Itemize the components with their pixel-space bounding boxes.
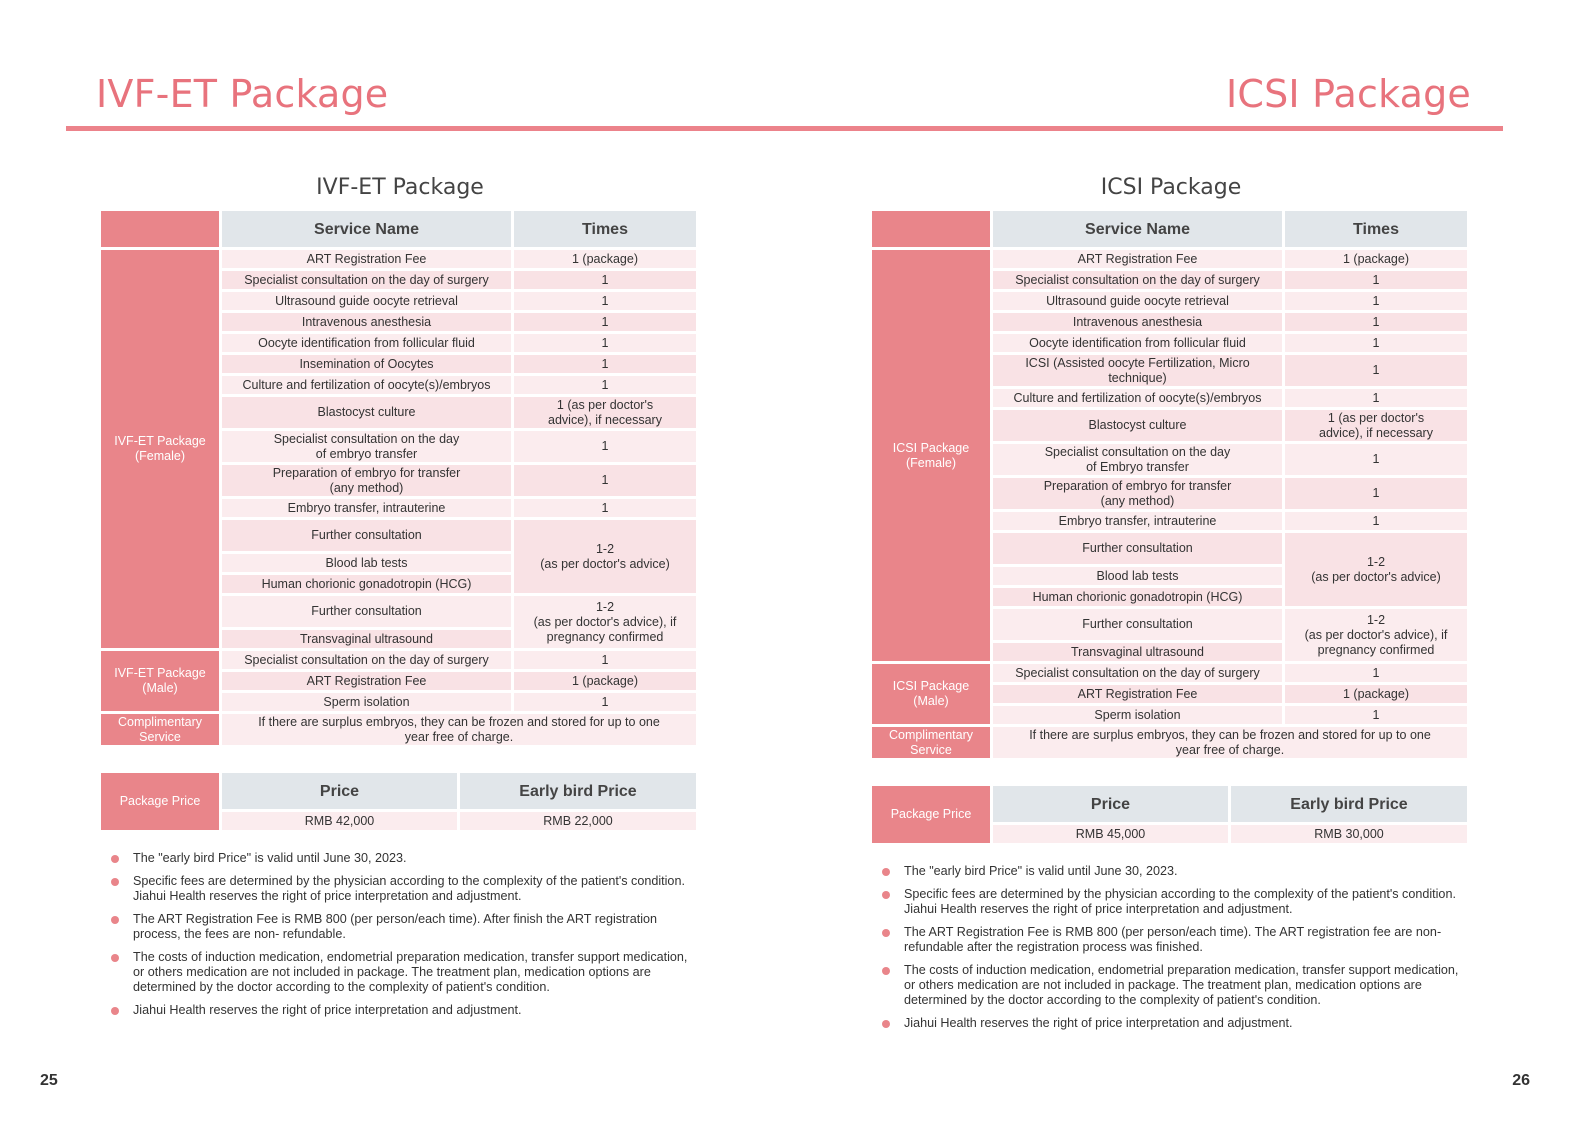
service-name-cell: Specialist consultation on the day of surgery	[222, 651, 511, 669]
service-name-cell: Specialist consultation on the day of embryo transfer	[222, 431, 511, 462]
service-name-cell: Embryo transfer, intrauterine	[222, 499, 511, 517]
page-number-right: 26	[1512, 1072, 1530, 1089]
times-cell: 1	[1285, 478, 1467, 509]
service-name-cell: Sperm isolation	[993, 706, 1282, 724]
header-divider	[66, 126, 1503, 131]
times-cell: 1	[514, 355, 696, 373]
times-cell: 1	[1285, 271, 1467, 289]
service-name-cell: Ultrasound guide oocyte retrieval	[993, 292, 1282, 310]
times-cell: 1 (as per doctor's advice), if necessary	[514, 397, 696, 428]
times-cell: 1 (package)	[1285, 250, 1467, 268]
times-cell: 1	[1285, 355, 1467, 386]
service-name-cell: Preparation of embryo for transfer (any method)	[993, 478, 1282, 509]
table-row	[872, 727, 1467, 758]
note-item	[882, 864, 1462, 879]
page-number-left: 25	[40, 1072, 58, 1089]
times-header: Times	[1285, 211, 1467, 247]
times-cell: 1	[514, 499, 696, 517]
page-header-right-title: ICSI Package	[1225, 72, 1471, 116]
service-name-cell: Further consultation	[222, 596, 511, 627]
category-header-spacer	[872, 211, 990, 247]
price-table	[869, 783, 1470, 846]
bullet-icon	[882, 891, 890, 899]
times-cell: 1	[1285, 313, 1467, 331]
times-cell: 1-2 (as per doctor's advice), if pregnancy confirmed	[514, 596, 696, 648]
note-text: The costs of induction medication, endometrial preparation medication, transfer support medication, or others medication are not included in package. The treatment plan, medication options are determined by the doctor according to the complexity of patient's condition.	[904, 963, 1459, 1007]
note-item	[111, 950, 691, 995]
service-name-cell: Oocyte identification from follicular fluid	[993, 334, 1282, 352]
table-row	[101, 250, 696, 268]
times-cell: 1	[514, 693, 696, 711]
category-header-spacer	[101, 211, 219, 247]
note-text: The ART Registration Fee is RMB 800 (per person/each time). The ART registration fee are non-refundable after the registration process was finished.	[904, 925, 1442, 954]
early-bird-price-header: Early bird Price	[460, 773, 696, 809]
service-name-cell: Transvaginal ultrasound	[222, 630, 511, 648]
notes-list	[111, 851, 691, 1018]
note-item	[111, 874, 691, 904]
service-name-cell: Human chorionic gonadotropin (HCG)	[993, 588, 1282, 606]
note-text: Jiahui Health reserves the right of price interpretation and adjustment.	[904, 1016, 1293, 1030]
times-cell: 1	[1285, 706, 1467, 724]
times-cell: 1	[514, 376, 696, 394]
times-cell: 1	[1285, 334, 1467, 352]
price-header: Price	[993, 786, 1228, 822]
service-name-cell: Further consultation	[993, 609, 1282, 640]
category-male: IVF-ET Package (Male)	[101, 651, 219, 711]
service-name-cell: Further consultation	[222, 520, 511, 551]
early-bird-price-header: Early bird Price	[1231, 786, 1467, 822]
price-table	[98, 770, 699, 833]
times-cell: 1	[514, 465, 696, 496]
service-name-cell: Culture and fertilization of oocyte(s)/embryos	[993, 389, 1282, 407]
service-name-header: Service Name	[993, 211, 1282, 247]
service-name-cell: Culture and fertilization of oocyte(s)/embryos	[222, 376, 511, 394]
note-text: The costs of induction medication, endometrial preparation medication, transfer support medication, or others medication are not included in package. The treatment plan, medication options are determined by the doctor according to the complexity of patient's condition.	[133, 950, 688, 994]
service-name-cell: ICSI (Assisted oocyte Fertilization, Micro technique)	[993, 355, 1282, 386]
early-bird-price-value: RMB 30,000	[1231, 825, 1467, 843]
note-text: The ART Registration Fee is RMB 800 (per person/each time). After finish the ART registration process, the fees are non- refundable.	[133, 912, 658, 941]
category-female: IVF-ET Package (Female)	[101, 250, 219, 648]
services-table	[98, 208, 699, 748]
category-complimentary: Complimentary Service	[872, 727, 990, 758]
notes-list	[882, 864, 1462, 1031]
service-name-cell: ART Registration Fee	[222, 250, 511, 268]
service-name-cell: Human chorionic gonadotropin (HCG)	[222, 575, 511, 593]
note-text: Specific fees are determined by the physician according to the complexity of the patient's condition. Jiahui Health reserves the right of price interpretation and adjustment.	[133, 874, 685, 903]
service-name-cell: Sperm isolation	[222, 693, 511, 711]
service-name-cell: Specialist consultation on the day of surgery	[222, 271, 511, 289]
price-value: RMB 42,000	[222, 812, 457, 830]
times-cell: 1	[1285, 512, 1467, 530]
table-row	[101, 714, 696, 745]
category-male: ICSI Package (Male)	[872, 664, 990, 724]
package-price-label: Package Price	[101, 773, 219, 830]
service-name-cell: Oocyte identification from follicular fluid	[222, 334, 511, 352]
times-cell: 1	[1285, 664, 1467, 682]
price-value: RMB 45,000	[993, 825, 1228, 843]
note-text: Jiahui Health reserves the right of price interpretation and adjustment.	[133, 1003, 522, 1017]
complimentary-text: If there are surplus embryos, they can be frozen and stored for up to one year free of charge.	[222, 714, 696, 745]
service-name-cell: Ultrasound guide oocyte retrieval	[222, 292, 511, 310]
times-cell: 1	[514, 313, 696, 331]
bullet-icon	[882, 868, 890, 876]
note-item	[882, 925, 1462, 955]
service-name-cell: ART Registration Fee	[993, 250, 1282, 268]
note-item	[882, 963, 1462, 1008]
bullet-icon	[111, 878, 119, 886]
service-name-cell: Transvaginal ultrasound	[993, 643, 1282, 661]
package-title: IVF-ET Package	[316, 175, 484, 200]
note-text: The "early bird Price" is valid until June 30, 2023.	[133, 851, 407, 865]
category-female: ICSI Package (Female)	[872, 250, 990, 661]
service-name-cell: Preparation of embryo for transfer (any method)	[222, 465, 511, 496]
times-cell: 1 (package)	[1285, 685, 1467, 703]
note-item	[111, 1003, 691, 1018]
times-cell: 1	[1285, 292, 1467, 310]
times-cell: 1	[514, 431, 696, 462]
bullet-icon	[111, 855, 119, 863]
times-cell: 1	[1285, 444, 1467, 475]
bullet-icon	[882, 1020, 890, 1028]
note-item	[882, 887, 1462, 917]
service-name-cell: Blood lab tests	[222, 554, 511, 572]
services-table	[869, 208, 1470, 761]
bullet-icon	[882, 929, 890, 937]
service-name-cell: Insemination of Oocytes	[222, 355, 511, 373]
times-cell: 1-2 (as per doctor's advice)	[514, 520, 696, 593]
bullet-icon	[111, 916, 119, 924]
bullet-icon	[882, 967, 890, 975]
service-name-cell: Blastocyst culture	[222, 397, 511, 428]
bullet-icon	[111, 1007, 119, 1015]
times-cell: 1	[514, 651, 696, 669]
times-cell: 1	[514, 271, 696, 289]
note-item	[111, 851, 691, 866]
bullet-icon	[111, 954, 119, 962]
complimentary-text: If there are surplus embryos, they can be frozen and stored for up to one year free of charge.	[993, 727, 1467, 758]
category-complimentary: Complimentary Service	[101, 714, 219, 745]
note-item	[111, 912, 691, 942]
times-cell: 1 (as per doctor's advice), if necessary	[1285, 410, 1467, 441]
note-text: Specific fees are determined by the physician according to the complexity of the patient's condition. Jiahui Health reserves the right of price interpretation and adjustment.	[904, 887, 1456, 916]
service-name-cell: Blood lab tests	[993, 567, 1282, 585]
times-cell: 1	[514, 334, 696, 352]
note-item	[882, 1016, 1462, 1031]
service-name-cell: Intravenous anesthesia	[222, 313, 511, 331]
service-name-cell: Specialist consultation on the day of surgery	[993, 664, 1282, 682]
service-name-cell: Further consultation	[993, 533, 1282, 564]
table-row	[101, 651, 696, 669]
times-cell: 1 (package)	[514, 672, 696, 690]
table-row	[872, 250, 1467, 268]
early-bird-price-value: RMB 22,000	[460, 812, 696, 830]
service-name-cell: Embryo transfer, intrauterine	[993, 512, 1282, 530]
times-cell: 1 (package)	[514, 250, 696, 268]
times-cell: 1	[514, 292, 696, 310]
ivf-et-panel	[101, 168, 699, 1026]
service-name-cell: Blastocyst culture	[993, 410, 1282, 441]
icsi-panel	[872, 168, 1470, 1039]
times-cell: 1-2 (as per doctor's advice)	[1285, 533, 1467, 606]
times-header: Times	[514, 211, 696, 247]
price-header: Price	[222, 773, 457, 809]
package-price-label: Package Price	[872, 786, 990, 843]
page-header-left-title: IVF-ET Package	[96, 72, 389, 116]
service-name-header: Service Name	[222, 211, 511, 247]
note-text: The "early bird Price" is valid until June 30, 2023.	[904, 864, 1178, 878]
service-name-cell: ART Registration Fee	[993, 685, 1282, 703]
service-name-cell: Specialist consultation on the day of Embryo transfer	[993, 444, 1282, 475]
package-title: ICSI Package	[1100, 175, 1242, 200]
table-row	[872, 664, 1467, 682]
service-name-cell: Specialist consultation on the day of surgery	[993, 271, 1282, 289]
times-cell: 1	[1285, 389, 1467, 407]
times-cell: 1-2 (as per doctor's advice), if pregnancy confirmed	[1285, 609, 1467, 661]
service-name-cell: Intravenous anesthesia	[993, 313, 1282, 331]
service-name-cell: ART Registration Fee	[222, 672, 511, 690]
